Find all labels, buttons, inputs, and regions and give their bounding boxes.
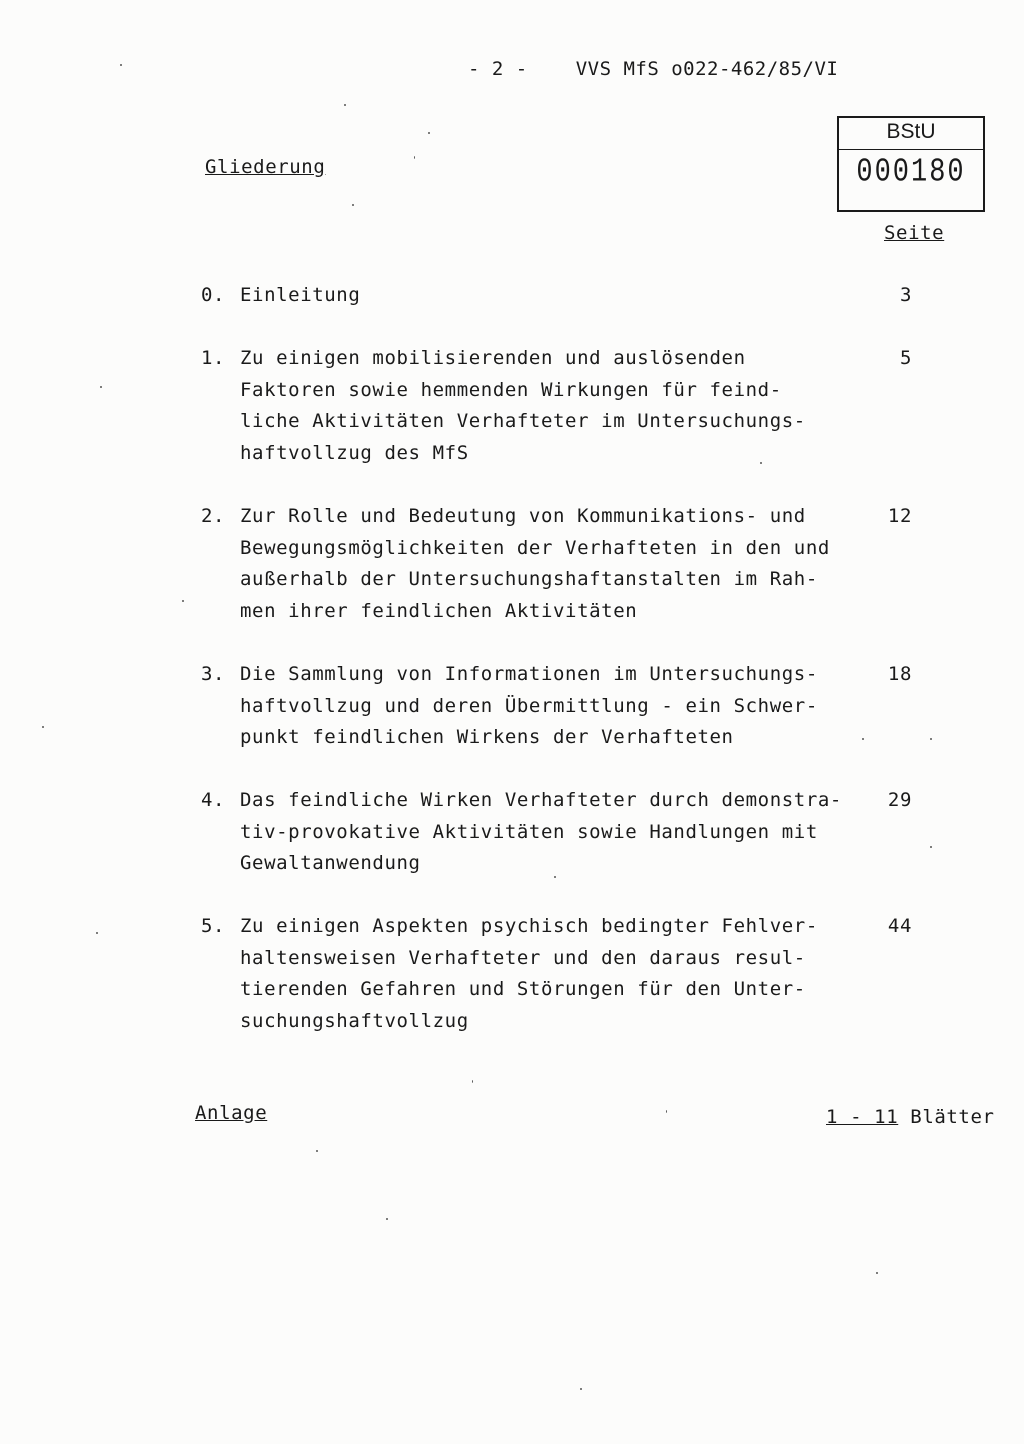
appendix-unit: Blätter <box>910 1106 995 1128</box>
archive-stamp <box>837 116 985 212</box>
toc-entry-line: außerhalb der Untersuchungshaftanstalten im Rah- <box>240 568 818 590</box>
toc-entry-line: Gewaltanwendung <box>240 852 421 874</box>
stamp-divider <box>839 149 983 150</box>
scan-speck <box>580 1388 582 1390</box>
toc-entry-text <box>240 343 880 469</box>
scan-speck <box>760 462 762 464</box>
scan-speck <box>930 738 932 740</box>
page-title: Gliederung <box>205 156 326 178</box>
toc-entry-line: Das feindliche Wirken Verhafteter durch demonstra- <box>240 789 842 811</box>
toc-entry-page: 5 <box>899 347 912 369</box>
toc-entry-line: men ihrer feindlichen Aktivitäten <box>240 599 638 622</box>
appendix-range: 1 - 11 <box>826 1106 899 1128</box>
toc-entry-line: suchungshaftvollzug <box>240 1009 469 1032</box>
scan-speck <box>428 132 430 134</box>
toc-entry-line: Einleitung <box>240 284 361 306</box>
scan-speck <box>472 1080 473 1083</box>
toc-entry-number: 4. <box>201 789 226 811</box>
scan-speck <box>96 932 98 934</box>
scan-speck <box>100 386 102 388</box>
page-header <box>468 58 838 80</box>
toc-entry-page: 18 <box>887 663 912 685</box>
toc-entry-text <box>240 501 880 627</box>
scan-speck <box>352 204 354 206</box>
toc-entry-line: Zu einigen mobilisierenden und auslösenden <box>240 347 746 369</box>
toc-entry-line: haftvollzug des MfS <box>240 441 469 464</box>
toc-entry-page: 44 <box>887 915 912 937</box>
scan-speck <box>554 876 556 878</box>
stamp-number: 000180 <box>856 154 966 192</box>
stamp-archive-label: BStU <box>886 120 936 143</box>
scan-speck <box>182 600 184 602</box>
toc-entry-text <box>240 280 880 312</box>
toc-entry-line: tiv-provokative Aktivitäten sowie Handlungen mit <box>240 820 818 843</box>
scan-speck <box>316 1150 318 1152</box>
toc-entry-number: 3. <box>201 663 226 685</box>
scan-speck <box>120 64 122 66</box>
page-column-label: Seite <box>884 222 945 244</box>
toc-entry-page: 29 <box>887 789 912 811</box>
toc-entry-line: Faktoren sowie hemmenden Wirkungen für feind- <box>240 378 782 401</box>
scan-speck <box>42 726 44 728</box>
toc-entry-text <box>240 785 880 880</box>
page-number: - 2 - <box>468 58 528 80</box>
toc-entry-text <box>240 659 880 754</box>
toc-entry-page: 3 <box>899 284 912 306</box>
toc-entry-line: Bewegungsmöglichkeiten der Verhafteten in den und <box>240 536 830 559</box>
toc-entry-line: tierenden Gefahren und Störungen für den Unter- <box>240 978 806 1000</box>
scan-speck <box>862 738 864 740</box>
scan-speck <box>414 156 415 159</box>
scan-speck <box>930 846 932 848</box>
toc-entry-line: punkt feindlichen Wirkens der Verhafteten <box>240 726 734 748</box>
toc-entry-number: 5. <box>201 915 226 937</box>
toc-entry-line: Zur Rolle und Bedeutung von Kommunikations- und <box>240 505 806 527</box>
scan-speck <box>386 1218 388 1220</box>
toc-entry-line: liche Aktivitäten Verhafteter im Untersuchungs- <box>240 410 806 432</box>
toc-entry-line: haftvollzug und deren Übermittlung - ein Schwer- <box>240 694 818 717</box>
toc-entry-line: Die Sammlung von Informationen im Untersuchungs- <box>240 663 818 685</box>
toc-entry-line: Zu einigen Aspekten psychisch bedingter Fehlver- <box>240 915 818 937</box>
appendix-pages <box>826 1106 995 1128</box>
scan-speck <box>344 104 346 106</box>
toc-entry-line: haltensweisen Verhafteter und den daraus resul- <box>240 946 806 969</box>
toc-entry-number: 0. <box>201 284 226 306</box>
toc-entry-number: 2. <box>201 505 226 527</box>
scan-speck <box>666 1110 667 1113</box>
document-reference: VVS MfS o022-462/85/VI <box>575 58 839 80</box>
appendix-label: Anlage <box>195 1102 268 1124</box>
toc-entry-page: 12 <box>887 505 912 527</box>
scan-speck <box>876 1272 878 1274</box>
toc-entry-text <box>240 911 880 1037</box>
toc-entry-number: 1. <box>201 347 226 369</box>
